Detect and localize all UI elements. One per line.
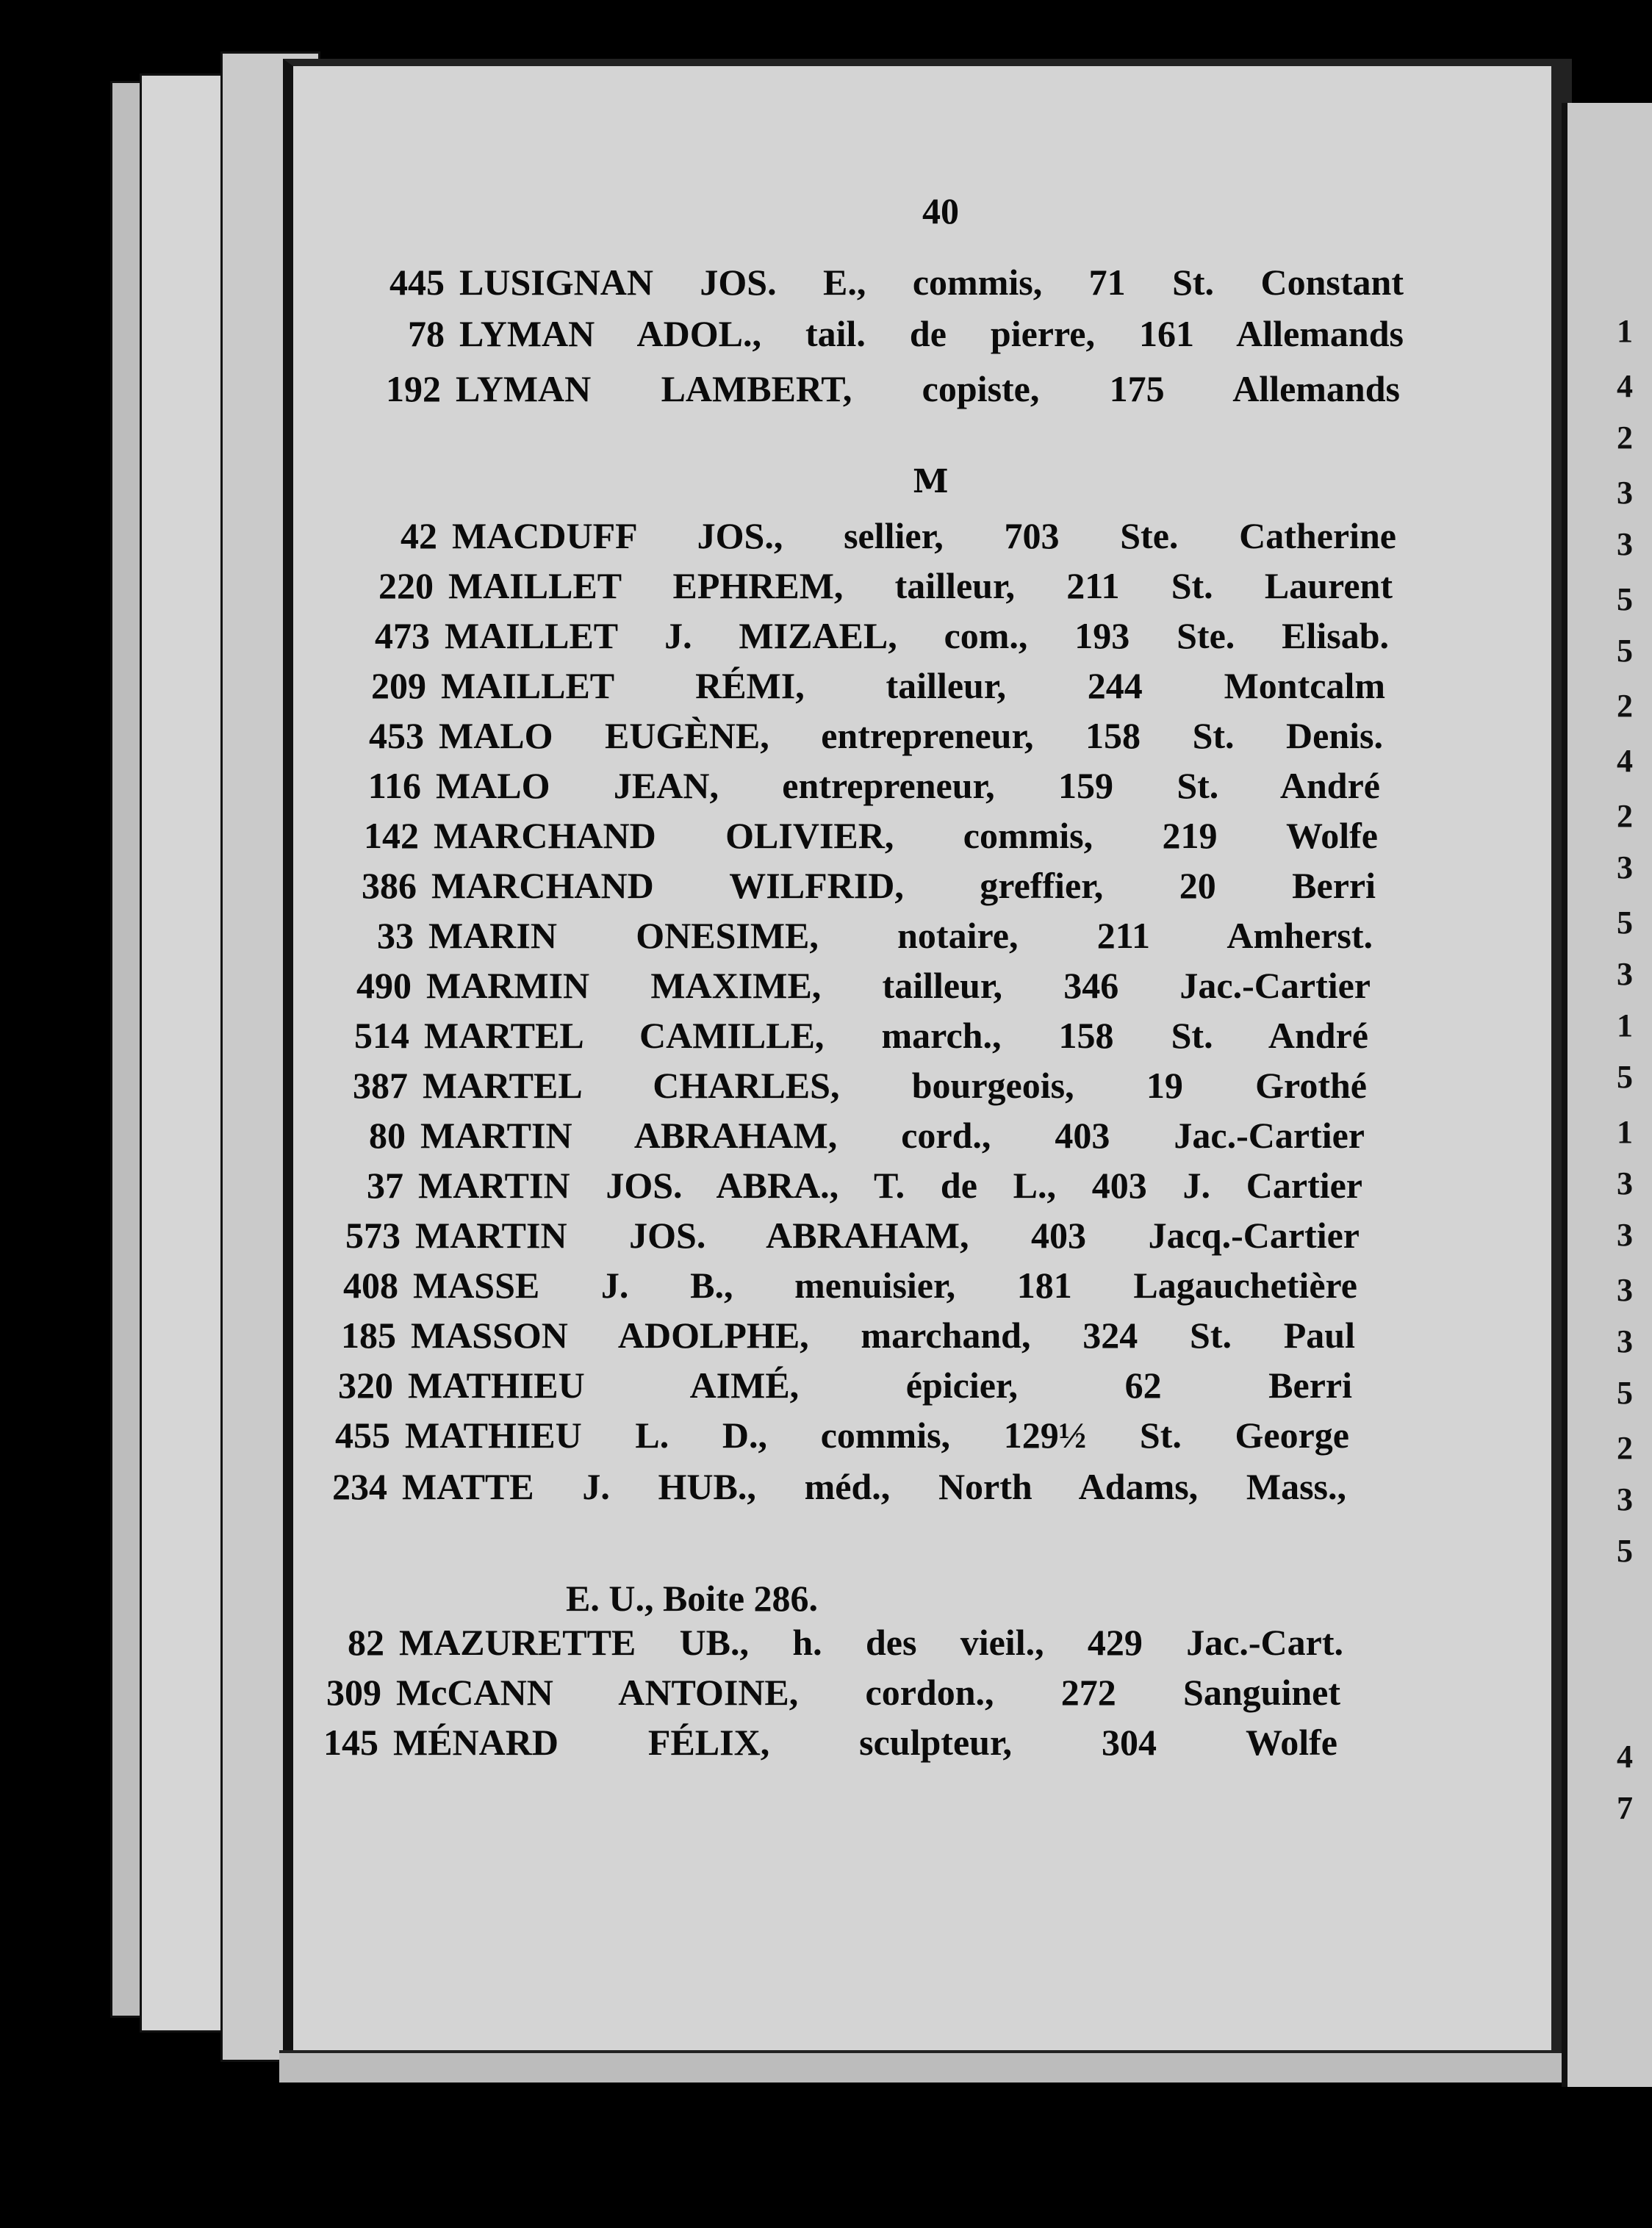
directory-entry [353,514,1396,561]
entry-text: MARMIN MAXIME, tailleur, 346 Jac.-Cartier [426,965,1371,1006]
adjacent-page-fragment: 3 [1617,1165,1633,1201]
entry-number: 453 [369,715,424,756]
entry-text: MÉNARD FÉLIX, sculpteur, 304 Wolfe [393,1722,1337,1763]
adjacent-page-fragment: 2 [1617,420,1633,456]
page-bottom-edge [279,2050,1652,2083]
adjacent-page-fragment: 2 [1617,688,1633,724]
entry-number: 220 [378,565,434,606]
entry-number: 78 [408,313,445,354]
adjacent-page-fragment: 3 [1617,849,1633,885]
entry-number: 33 [377,915,414,956]
entry-text: MATHIEU L. D., commis, 129½ St. George [405,1415,1349,1456]
entry-number: 42 [401,515,437,556]
entry-text: MATHIEU AIMÉ, épicier, 62 Berri [408,1365,1352,1406]
adjacent-page-fragment: 3 [1617,1481,1633,1517]
entry-text: MASSON ADOLPHE, marchand, 324 St. Paul [411,1315,1355,1356]
entry-number: 455 [335,1415,390,1456]
adjacent-page-fragment: 5 [1617,1059,1633,1095]
adjacent-page-fragment: 2 [1617,1430,1633,1466]
entry-text: LYMAN ADOL., tail. de pierre, 161 Allemands [459,313,1404,354]
entry-number: 116 [367,765,421,806]
entry-text: McCANN ANTOINE, cordon., 272 Sanguinet [396,1672,1340,1713]
adjacent-page-fragment: 4 [1617,368,1633,404]
entry-text: MARTEL CHARLES, bourgeois, 19 Grothé [423,1065,1367,1106]
entry-text: MAILLET J. MIZAEL, com., 193 Ste. Elisab. [445,615,1389,656]
adjacent-page-fragment: 5 [1617,633,1633,669]
directory-entry [340,714,1383,761]
entry-number: 408 [343,1265,398,1306]
entry-number: 142 [364,815,419,856]
directory-entry [332,864,1376,911]
directory-entry [316,1214,1360,1261]
entry-number: 37 [367,1165,403,1206]
entry-text: MASSE J. B., menuisier, 181 Lagauchetière [413,1265,1357,1306]
entry-text: MALO JEAN, entrepreneur, 159 St. André [436,765,1380,806]
entry-number: 320 [338,1365,393,1406]
entry-number: 80 [369,1115,406,1156]
entry-text: MARIN ONESIME, notaire, 211 Amherst. [428,915,1373,956]
entry-text: MARTEL CAMILLE, march., 158 St. André [424,1015,1368,1056]
adjacent-page-fragment: 7 [1617,1790,1633,1826]
adjacent-page [1562,103,1652,2087]
entry-text: MARTIN JOS. ABRAHAM, 403 Jacq.-Cartier [415,1215,1360,1256]
directory-entry [314,1264,1357,1311]
entry-text: MAILLET RÉMI, tailleur, 244 Montcalm [441,665,1385,706]
adjacent-page-fragment: 3 [1617,1272,1633,1308]
entry-number: 145 [323,1722,378,1763]
entry-text: MARTIN JOS. ABRA., T. de L., 403 J. Cartier [418,1165,1362,1206]
directory-entry [300,1621,1343,1668]
adjacent-page-fragment: 4 [1617,743,1633,779]
entry-number: 490 [356,965,412,1006]
directory-entry [349,564,1393,611]
adjacent-page-fragment: 3 [1617,1217,1633,1253]
entry-number: 309 [326,1672,381,1713]
adjacent-page-fragment: 3 [1617,1323,1633,1359]
entry-number: 234 [332,1466,387,1507]
directory-entry [303,1465,1346,1512]
directory-entry [360,261,1404,308]
directory-entry [356,367,1400,414]
adjacent-page-fragment: 1 [1617,313,1633,349]
directory-entry [325,1014,1368,1061]
entry-number: 387 [353,1065,408,1106]
directory-entry [319,1164,1362,1211]
directory-entry [337,764,1380,811]
entry-continuation: E. U., Boite 286. [566,1578,819,1619]
entry-number: 185 [341,1315,396,1356]
directory-entry [342,664,1385,711]
page-number: 40 [922,190,959,231]
entry-text: MARTIN ABRAHAM, cord., 403 Jac.-Cartier [420,1115,1365,1156]
adjacent-page-fragment: 4 [1617,1739,1633,1775]
adjacent-page-fragment: 3 [1617,956,1633,992]
entry-text: MARCHAND OLIVIER, commis, 219 Wolfe [434,815,1378,856]
directory-entry [309,1364,1352,1411]
entry-number: 209 [371,665,426,706]
adjacent-page-fragment: 3 [1617,526,1633,562]
entry-text: MAILLET EPHREM, tailleur, 211 St. Laurent [448,565,1393,606]
directory-entry [327,964,1371,1011]
entry-number: 514 [354,1015,409,1056]
entry-number: 573 [345,1215,401,1256]
adjacent-page-fragment: 2 [1617,798,1633,834]
entry-text: MARCHAND WILFRID, greffier, 20 Berri [431,865,1376,906]
entry-number: 473 [375,615,430,656]
section-letter: M [913,463,949,500]
adjacent-page-fragment: 5 [1617,581,1633,617]
entry-text: MALO EUGÈNE, entrepreneur, 158 St. Denis. [439,715,1383,756]
adjacent-page-fragment: 5 [1617,1533,1633,1569]
adjacent-page-fragment: 1 [1617,1114,1633,1150]
entry-number: 82 [348,1622,384,1663]
directory-entry [294,1721,1337,1768]
adjacent-page-fragment: 1 [1617,1007,1633,1043]
directory-entry [334,814,1378,861]
entry-number: 445 [389,262,445,303]
entry-text: MAZURETTE UB., h. des vieil., 429 Jac.-Cart. [399,1622,1343,1663]
directory-entry [329,914,1373,961]
directory-entry [312,1314,1355,1361]
entry-text: LUSIGNAN JOS. E., commis, 71 St. Constant [459,262,1404,303]
entry-text: LYMAN LAMBERT, copiste, 175 Allemands [456,368,1400,409]
entry-text: MATTE J. HUB., méd., North Adams, Mass., [402,1466,1346,1507]
directory-entry [323,1064,1367,1111]
adjacent-page-fragment: 5 [1617,1375,1633,1411]
entry-number: 192 [386,368,441,409]
directory-entry [297,1671,1340,1718]
entry-text: MACDUFF JOS., sellier, 703 Ste. Catherine [452,515,1396,556]
adjacent-page-fragment: 5 [1617,905,1633,941]
directory-entry [345,614,1389,661]
directory-entry [321,1114,1365,1161]
adjacent-page-fragment: 3 [1617,475,1633,511]
entry-number: 386 [362,865,417,906]
directory-entry [306,1414,1349,1461]
directory-entry [360,312,1404,359]
